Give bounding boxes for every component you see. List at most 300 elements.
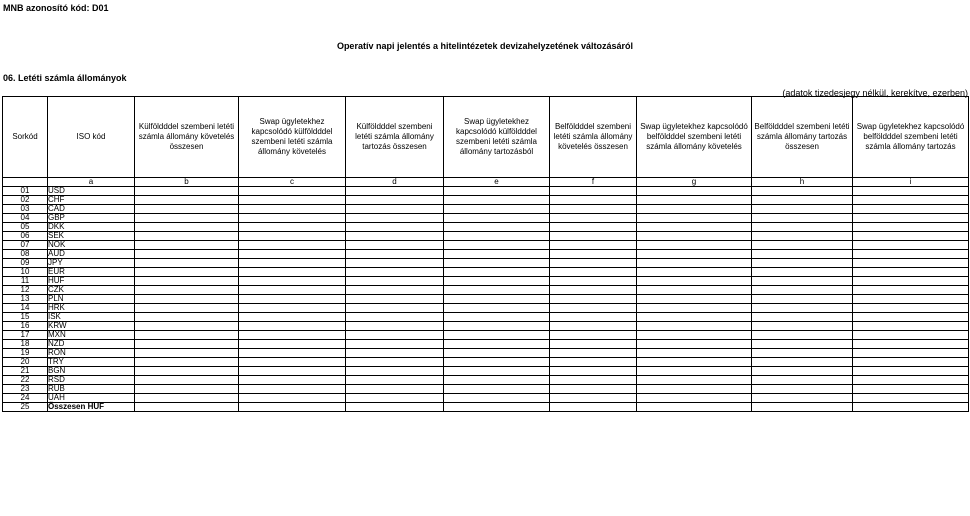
col-header-g: Swap ügyletekhez kapcsolódó belföldddel szembeni letéti számla állomány követelés [637, 97, 752, 178]
row-iso-code: Összesen HUF [48, 403, 135, 412]
data-cell[interactable] [239, 304, 346, 313]
data-cell[interactable] [550, 376, 637, 385]
data-cell[interactable] [853, 196, 969, 205]
row-code: 19 [3, 349, 48, 358]
data-cell[interactable] [135, 286, 239, 295]
col-letter: f [550, 178, 637, 187]
data-cell[interactable] [444, 385, 550, 394]
col-letter: e [444, 178, 550, 187]
data-cell[interactable] [444, 304, 550, 313]
data-cell[interactable] [550, 268, 637, 277]
data-cell[interactable] [853, 313, 969, 322]
table-row [3, 232, 969, 241]
row-iso-code: AUD [48, 250, 135, 259]
data-cell[interactable] [346, 295, 444, 304]
data-cell[interactable] [346, 286, 444, 295]
row-iso-code: JPY [48, 259, 135, 268]
data-cell[interactable] [444, 187, 550, 196]
table-row [3, 187, 969, 196]
data-cell[interactable] [135, 376, 239, 385]
data-cell[interactable] [853, 205, 969, 214]
data-cell[interactable] [550, 322, 637, 331]
table-row [3, 376, 969, 385]
col-letter: i [853, 178, 969, 187]
data-cell[interactable] [239, 349, 346, 358]
col-letter: b [135, 178, 239, 187]
section-title: 06. Letéti számla állományok [3, 73, 127, 83]
data-cell[interactable] [853, 304, 969, 313]
col-letter: g [637, 178, 752, 187]
col-header-i: Swap ügyletekhez kapcsolódó belföldddel szembeni letéti számla állomány tartozás [853, 97, 969, 178]
data-cell[interactable] [346, 349, 444, 358]
data-cell[interactable] [853, 259, 969, 268]
data-cell[interactable] [444, 331, 550, 340]
data-cell[interactable] [637, 349, 752, 358]
data-cell[interactable] [239, 403, 346, 412]
data-cell[interactable] [444, 250, 550, 259]
col-header-h: Belföldddel szembeni letéti számla állomány tartozás összesen [752, 97, 853, 178]
data-cell[interactable] [853, 214, 969, 223]
data-cell[interactable] [752, 232, 853, 241]
data-cell[interactable] [637, 358, 752, 367]
table-row [3, 313, 969, 322]
data-cell[interactable] [444, 259, 550, 268]
row-iso-code: UAH [48, 394, 135, 403]
table-row [3, 277, 969, 286]
data-cell[interactable] [550, 241, 637, 250]
row-code: 14 [3, 304, 48, 313]
data-cell[interactable] [239, 196, 346, 205]
units-note: (adatok tizedesjegy nélkül, kerekítve, ezerben) [782, 88, 968, 98]
data-cell[interactable] [752, 331, 853, 340]
data-cell[interactable] [752, 367, 853, 376]
data-cell[interactable] [637, 367, 752, 376]
row-code: 07 [3, 241, 48, 250]
data-cell[interactable] [444, 214, 550, 223]
data-cell[interactable] [135, 394, 239, 403]
data-cell[interactable] [550, 394, 637, 403]
row-iso-code: CAD [48, 205, 135, 214]
data-cell[interactable] [550, 250, 637, 259]
table-row [3, 385, 969, 394]
data-cell[interactable] [239, 286, 346, 295]
data-cell[interactable] [444, 403, 550, 412]
data-cell[interactable] [752, 187, 853, 196]
data-cell[interactable] [135, 322, 239, 331]
table-row [3, 322, 969, 331]
data-cell[interactable] [637, 403, 752, 412]
data-cell[interactable] [346, 232, 444, 241]
data-cell[interactable] [853, 250, 969, 259]
row-code: 01 [3, 187, 48, 196]
col-header-sorkod: Sorkód [3, 97, 48, 178]
table-row [3, 394, 969, 403]
table-row [3, 214, 969, 223]
data-cell[interactable] [550, 331, 637, 340]
data-cell[interactable] [346, 304, 444, 313]
data-cell[interactable] [853, 286, 969, 295]
table-row [3, 268, 969, 277]
data-cell[interactable] [239, 295, 346, 304]
data-cell[interactable] [550, 340, 637, 349]
row-iso-code: MXN [48, 331, 135, 340]
row-code: 02 [3, 196, 48, 205]
table-row [3, 259, 969, 268]
data-cell[interactable] [853, 331, 969, 340]
data-cell[interactable] [550, 295, 637, 304]
table-row [3, 403, 969, 412]
data-cell[interactable] [444, 232, 550, 241]
data-cell[interactable] [444, 367, 550, 376]
row-iso-code: HUF [48, 277, 135, 286]
data-cell[interactable] [239, 232, 346, 241]
data-cell[interactable] [752, 277, 853, 286]
table-row [3, 286, 969, 295]
table-row [3, 358, 969, 367]
row-iso-code: RON [48, 349, 135, 358]
data-cell[interactable] [752, 268, 853, 277]
data-cell[interactable] [135, 214, 239, 223]
col-letter: a [48, 178, 135, 187]
data-cell[interactable] [135, 349, 239, 358]
row-iso-code: SEK [48, 232, 135, 241]
data-cell[interactable] [239, 268, 346, 277]
data-cell[interactable] [550, 313, 637, 322]
data-cell[interactable] [752, 358, 853, 367]
col-header-d: Külföldddel szembeni letéti számla állomány tartozás összesen [346, 97, 444, 178]
data-cell[interactable] [853, 394, 969, 403]
data-cell[interactable] [444, 196, 550, 205]
data-cell[interactable] [239, 331, 346, 340]
data-cell[interactable] [637, 223, 752, 232]
data-cell[interactable] [239, 322, 346, 331]
data-cell[interactable] [637, 304, 752, 313]
data-cell[interactable] [853, 277, 969, 286]
data-cell[interactable] [550, 259, 637, 268]
data-cell[interactable] [346, 196, 444, 205]
data-cell[interactable] [853, 322, 969, 331]
data-cell[interactable] [444, 358, 550, 367]
row-iso-code: USD [48, 187, 135, 196]
data-cell[interactable] [550, 367, 637, 376]
data-cell[interactable] [135, 205, 239, 214]
row-code: 21 [3, 367, 48, 376]
data-cell[interactable] [550, 196, 637, 205]
data-cell[interactable] [346, 358, 444, 367]
data-cell[interactable] [853, 223, 969, 232]
data-cell[interactable] [444, 313, 550, 322]
data-cell[interactable] [752, 295, 853, 304]
col-letter: d [346, 178, 444, 187]
row-code: 15 [3, 313, 48, 322]
data-cell[interactable] [637, 241, 752, 250]
data-cell[interactable] [752, 196, 853, 205]
row-iso-code: EUR [48, 268, 135, 277]
data-cell[interactable] [550, 286, 637, 295]
row-code: 12 [3, 286, 48, 295]
data-cell[interactable] [752, 304, 853, 313]
table-row [3, 340, 969, 349]
data-cell[interactable] [550, 187, 637, 196]
data-cell[interactable] [550, 403, 637, 412]
data-cell[interactable] [346, 205, 444, 214]
data-cell[interactable] [637, 250, 752, 259]
table-row [3, 349, 969, 358]
data-cell[interactable] [135, 259, 239, 268]
data-cell[interactable] [444, 349, 550, 358]
row-code: 11 [3, 277, 48, 286]
row-code: 09 [3, 259, 48, 268]
data-cell[interactable] [444, 241, 550, 250]
data-cell[interactable] [853, 268, 969, 277]
data-cell[interactable] [853, 187, 969, 196]
data-cell[interactable] [752, 214, 853, 223]
data-cell[interactable] [550, 214, 637, 223]
col-header-iso: ISO kód [48, 97, 135, 178]
data-cell[interactable] [637, 232, 752, 241]
data-cell[interactable] [550, 304, 637, 313]
data-cell[interactable] [239, 394, 346, 403]
data-cell[interactable] [135, 385, 239, 394]
row-iso-code: ISK [48, 313, 135, 322]
data-cell[interactable] [346, 403, 444, 412]
row-code: 10 [3, 268, 48, 277]
data-cell[interactable] [346, 268, 444, 277]
data-cell[interactable] [444, 205, 550, 214]
data-cell[interactable] [752, 223, 853, 232]
data-cell[interactable] [239, 250, 346, 259]
col-header-b: Külföldddel szembeni letéti számla állomány követelés összesen [135, 97, 239, 178]
data-cell[interactable] [346, 241, 444, 250]
data-cell[interactable] [239, 376, 346, 385]
data-cell[interactable] [752, 394, 853, 403]
data-cell[interactable] [853, 295, 969, 304]
data-cell[interactable] [135, 196, 239, 205]
column-letter-row [3, 178, 969, 187]
row-code: 20 [3, 358, 48, 367]
table-row [3, 241, 969, 250]
col-header-e: Swap ügyletekhez kapcsolódó külföldddel szembeni letéti számla állomány tartozásból [444, 97, 550, 178]
data-cell[interactable] [853, 349, 969, 358]
row-iso-code: RSD [48, 376, 135, 385]
row-iso-code: CHF [48, 196, 135, 205]
data-cell[interactable] [637, 376, 752, 385]
data-cell[interactable] [637, 187, 752, 196]
data-cell[interactable] [444, 322, 550, 331]
report-title: Operatív napi jelentés a hitelintézetek devizahelyzetének változásáról [336, 41, 634, 51]
data-cell[interactable] [550, 232, 637, 241]
col-letter: c [239, 178, 346, 187]
row-code: 05 [3, 223, 48, 232]
row-iso-code: PLN [48, 295, 135, 304]
data-cell[interactable] [239, 367, 346, 376]
row-code: 23 [3, 385, 48, 394]
data-cell[interactable] [444, 223, 550, 232]
data-cell[interactable] [346, 367, 444, 376]
data-cell[interactable] [346, 376, 444, 385]
data-cell[interactable] [637, 286, 752, 295]
data-cell[interactable] [135, 331, 239, 340]
data-cell[interactable] [239, 187, 346, 196]
data-cell[interactable] [135, 250, 239, 259]
data-cell[interactable] [444, 268, 550, 277]
data-cell[interactable] [637, 268, 752, 277]
data-cell[interactable] [752, 385, 853, 394]
data-cell[interactable] [853, 403, 969, 412]
row-iso-code: GBP [48, 214, 135, 223]
data-cell[interactable] [135, 304, 239, 313]
data-cell[interactable] [346, 250, 444, 259]
data-cell[interactable] [853, 376, 969, 385]
data-cell[interactable] [346, 187, 444, 196]
data-cell[interactable] [444, 394, 550, 403]
row-code: 13 [3, 295, 48, 304]
data-cell[interactable] [752, 250, 853, 259]
data-cell[interactable] [444, 277, 550, 286]
data-cell[interactable] [239, 241, 346, 250]
data-cell[interactable] [135, 187, 239, 196]
data-cell[interactable] [752, 349, 853, 358]
data-cell[interactable] [239, 385, 346, 394]
row-code: 18 [3, 340, 48, 349]
data-cell[interactable] [637, 196, 752, 205]
data-cell[interactable] [135, 367, 239, 376]
data-cell[interactable] [550, 349, 637, 358]
row-iso-code: HRK [48, 304, 135, 313]
data-cell[interactable] [637, 322, 752, 331]
data-cell[interactable] [550, 385, 637, 394]
row-code: 06 [3, 232, 48, 241]
data-cell[interactable] [752, 313, 853, 322]
data-cell[interactable] [346, 313, 444, 322]
table-row [3, 304, 969, 313]
data-cell[interactable] [853, 241, 969, 250]
col-header-c: Swap ügyletekhez kapcsolódó külföldddel szembeni letéti számla állomány követelés [239, 97, 346, 178]
data-cell[interactable] [752, 403, 853, 412]
table-row [3, 250, 969, 259]
data-cell[interactable] [346, 385, 444, 394]
table-row [3, 367, 969, 376]
data-cell[interactable] [346, 259, 444, 268]
row-code: 16 [3, 322, 48, 331]
data-cell[interactable] [135, 223, 239, 232]
data-cell[interactable] [853, 385, 969, 394]
row-code: 17 [3, 331, 48, 340]
data-cell[interactable] [135, 295, 239, 304]
row-iso-code: TRY [48, 358, 135, 367]
data-cell[interactable] [239, 313, 346, 322]
data-cell[interactable] [550, 205, 637, 214]
row-iso-code: NOK [48, 241, 135, 250]
data-cell[interactable] [135, 277, 239, 286]
data-cell[interactable] [752, 340, 853, 349]
data-cell[interactable] [239, 205, 346, 214]
data-cell[interactable] [135, 313, 239, 322]
row-iso-code: RUB [48, 385, 135, 394]
data-cell[interactable] [853, 340, 969, 349]
data-cell[interactable] [752, 205, 853, 214]
data-cell[interactable] [752, 259, 853, 268]
data-cell[interactable] [346, 223, 444, 232]
data-cell[interactable] [239, 223, 346, 232]
data-cell[interactable] [637, 277, 752, 286]
row-code: 25 [3, 403, 48, 412]
data-cell[interactable] [637, 313, 752, 322]
data-cell[interactable] [444, 376, 550, 385]
table-row [3, 196, 969, 205]
data-cell[interactable] [853, 358, 969, 367]
data-cell[interactable] [637, 205, 752, 214]
data-cell[interactable] [637, 394, 752, 403]
data-cell[interactable] [752, 322, 853, 331]
table-row [3, 205, 969, 214]
report-code: MNB azonosító kód: D01 [3, 3, 109, 13]
data-cell[interactable] [135, 232, 239, 241]
data-cell[interactable] [853, 367, 969, 376]
data-cell[interactable] [637, 331, 752, 340]
data-cell[interactable] [239, 340, 346, 349]
row-code: 04 [3, 214, 48, 223]
data-cell[interactable] [637, 259, 752, 268]
data-cell[interactable] [135, 241, 239, 250]
row-code: 24 [3, 394, 48, 403]
data-cell[interactable] [346, 331, 444, 340]
header-row [3, 97, 969, 178]
data-cell[interactable] [239, 358, 346, 367]
data-cell[interactable] [135, 268, 239, 277]
data-cell[interactable] [239, 214, 346, 223]
data-cell[interactable] [346, 340, 444, 349]
row-code: 22 [3, 376, 48, 385]
data-cell[interactable] [637, 340, 752, 349]
row-iso-code: NZD [48, 340, 135, 349]
data-cell[interactable] [550, 277, 637, 286]
deposit-balances-table [2, 96, 969, 412]
table-row [3, 295, 969, 304]
row-iso-code: DKK [48, 223, 135, 232]
data-cell[interactable] [444, 286, 550, 295]
data-cell[interactable] [550, 358, 637, 367]
row-iso-code: BGN [48, 367, 135, 376]
data-cell[interactable] [853, 232, 969, 241]
data-cell[interactable] [752, 376, 853, 385]
data-cell[interactable] [239, 259, 346, 268]
row-code: 08 [3, 250, 48, 259]
data-cell[interactable] [752, 241, 853, 250]
data-cell[interactable] [135, 340, 239, 349]
data-cell[interactable] [135, 358, 239, 367]
data-cell[interactable] [637, 385, 752, 394]
data-cell[interactable] [135, 403, 239, 412]
col-header-f: Belföldddel szembeni letéti számla állomány követelés összesen [550, 97, 637, 178]
data-cell[interactable] [346, 214, 444, 223]
data-cell[interactable] [550, 223, 637, 232]
data-cell[interactable] [444, 340, 550, 349]
table-row [3, 331, 969, 340]
row-iso-code: CZK [48, 286, 135, 295]
data-cell[interactable] [637, 295, 752, 304]
row-iso-code: KRW [48, 322, 135, 331]
data-cell[interactable] [637, 214, 752, 223]
data-cell[interactable] [752, 286, 853, 295]
data-cell[interactable] [444, 295, 550, 304]
data-cell[interactable] [346, 322, 444, 331]
row-code: 03 [3, 205, 48, 214]
data-cell[interactable] [239, 277, 346, 286]
data-cell[interactable] [346, 394, 444, 403]
data-cell[interactable] [346, 277, 444, 286]
table-row [3, 223, 969, 232]
